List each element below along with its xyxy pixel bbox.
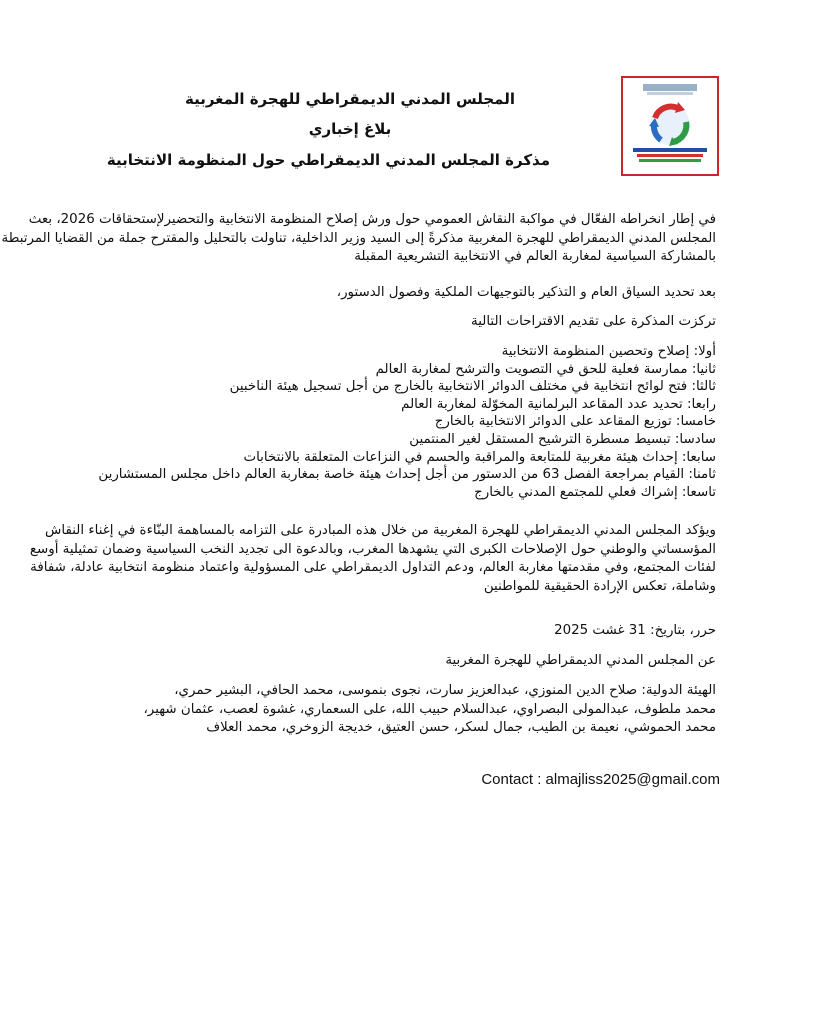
document-type: بلاغ إخباري <box>308 120 392 138</box>
committee-members <box>104 682 716 738</box>
proposal-item: خامسا: توزيع المقاعد على الدوائر الانتخابية بالخارج <box>434 414 716 430</box>
organization-name: المجلس المدني الديمقراطي للهجرة المغربية <box>185 90 515 108</box>
intro-line: في إطار انخراطه الفعّال في مواكبة النقاش العمومي حول ورش إصلاح المنظومة الانتخابية والتحضيرلإستحقاقات 2026، بعث <box>28 212 716 227</box>
contact-email: Contact : almajliss2025@gmail.com <box>481 771 720 788</box>
conclusion-paragraph <box>29 522 716 596</box>
intro-paragraph <box>1 211 716 267</box>
intro-line: المجلس المدني الديمقراطي للهجرة المغربية مذكرةً إلى السيد وزير الداخلية، تناولت بالتحليل والمقترح جملة من القضايا المرتبطة <box>1 230 716 246</box>
conclusion-line: وشاملة، تعكس الإرادة الحقيقية للمواطنين <box>483 578 716 594</box>
proposals-list <box>98 343 716 501</box>
conclusion-line: المؤسساتي والوطني حول الإصلاحات الكبرى التي يشهدها المغرب، وبالدعوة الى تجديد النخب السياسية وضمان تمثيلية أوسع <box>29 541 716 557</box>
proposal-item: ثانيا: ممارسة فعلية للحق في التصويت والترشح لمغاربة العالم <box>375 361 716 377</box>
committee-line: محمد ملطوف، عبدالمولى البصراوي، عبدالسلام حبيب الله، على السعماري، غشوة لعصب، عثمان شهير، <box>143 701 716 717</box>
proposal-item: أولا: إصلاح وتحصين المنظومة الانتخابية <box>501 344 716 359</box>
proposal-item: رابعا: تحديد عدد المقاعد البرلمانية المخوّلة لمغاربة العالم <box>401 396 716 412</box>
date-line: حرر، بتاريخ: 31 غشت 2025 <box>554 623 716 638</box>
committee-line: محمد الحموشي، نعيمة بن الطيب، جمال لسكر، حسن العتيق، خديجة الزوخري، محمد العلاف <box>206 720 716 735</box>
intro-line: بالمشاركة السياسية لمغاربة العالم في الانتخابية التشريعية المقبلة <box>354 249 716 264</box>
organization-logo <box>621 76 719 176</box>
proposal-item: تاسعا: إشراك فعلي للمجتمع المدني بالخارج <box>474 484 716 500</box>
conclusion-line: لفئات المجتمع، وفي مقدمتها مغاربة العالم، ودعم التداول الديمقراطي على المسؤولية واعتماد منظومة انتخابية عادلة، شفافة <box>30 560 716 575</box>
proposals-intro: تركزت المذكرة على تقديم الاقتراحات التالية <box>471 314 716 329</box>
document-subject: مذكرة المجلس المدني الديمقراطي حول المنظومة الانتخابية <box>106 151 550 169</box>
committee-line: الهيئة الدولية: صلاح الدين المنوزي، عبدالعزيز سارت، نجوى بنموسى، محمد الحافي، البشير حمري، <box>174 683 716 698</box>
proposal-item: ثامنا: القيام بمراجعة الفصل 63 من الدستور من أجل إحداث هيئة خاصة بمغاربة العالم داخل مجلس المستشارين <box>98 467 716 483</box>
proposal-item: سادسا: تبسيط مسطرة الترشيح المستقل لغير المنتمين <box>409 431 716 447</box>
signature-organization: عن المجلس المدني الديمقراطي للهجرة المغربية <box>445 653 716 668</box>
conclusion-line: ويؤكد المجلس المدني الديمقراطي للهجرة المغربية من خلال هذه المبادرة على التزامه بالمساهمة البنّاءة في إغناء النقاش <box>45 523 716 538</box>
proposal-item: سابعا: إحداث هيئة مغربية للمتابعة والمراقبة والحسم في النزاعات المتعلقة بالانتخابات <box>243 449 716 465</box>
proposal-item: ثالثا: فتح لوائح انتخابية في مختلف الدوائر الانتخابية بالخارج من أجل تسجيل هيئة الناخبين <box>229 379 716 395</box>
context-line: بعد تحديد السياق العام و التذكير بالتوجيهات الملكية وفصول الدستور، <box>336 285 716 300</box>
